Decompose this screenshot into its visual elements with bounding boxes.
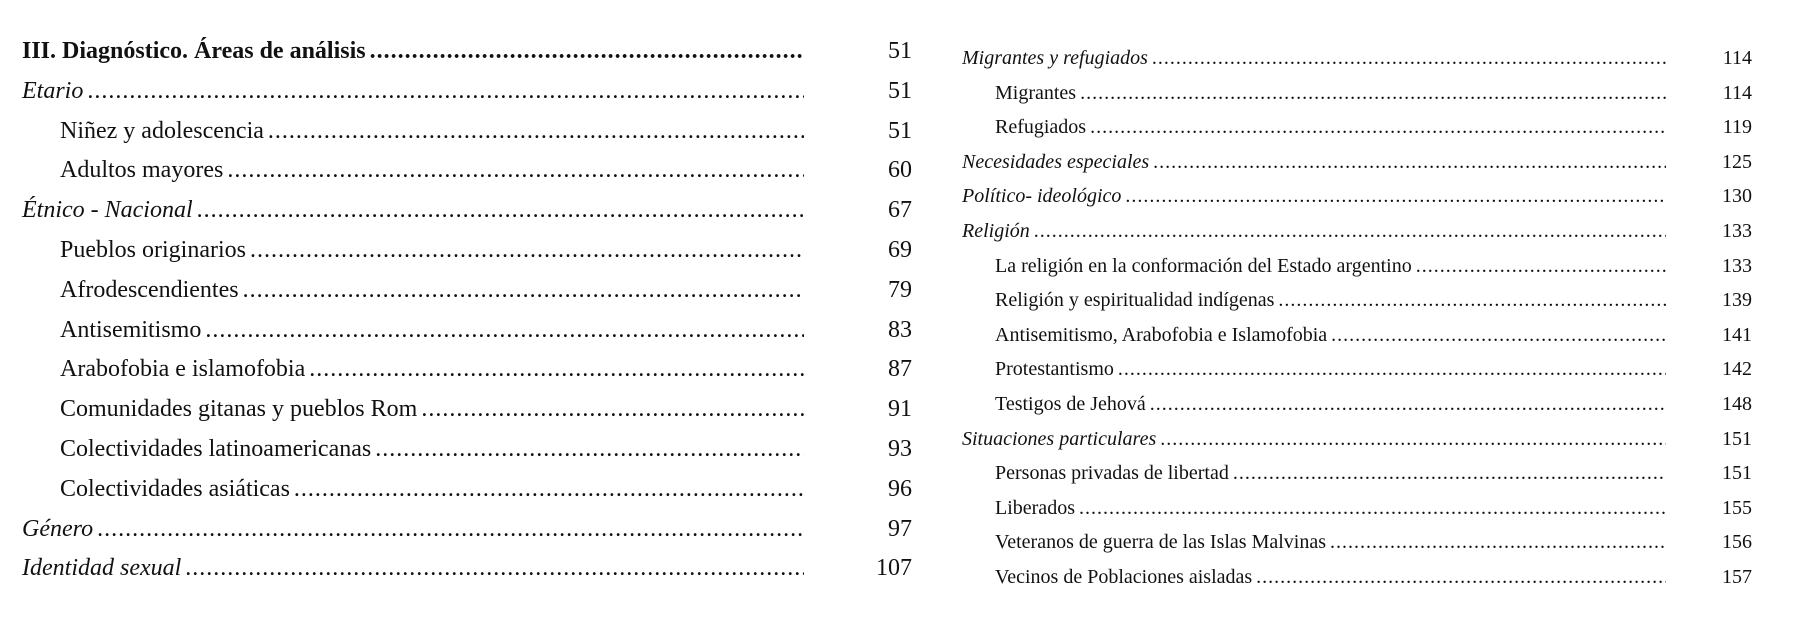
toc-page-number: 51 xyxy=(888,38,912,64)
toc-entry xyxy=(22,476,912,503)
toc-page-number: 114 xyxy=(1722,81,1752,104)
toc-entry-title: Testigos de Jehová xyxy=(995,393,1146,415)
toc-entry-title: Liberados xyxy=(995,496,1075,519)
toc-entry-title: Religión xyxy=(962,220,1030,242)
leader-dots xyxy=(294,476,804,503)
leader-dots xyxy=(370,38,804,65)
toc-entry xyxy=(962,82,1752,105)
toc-entry xyxy=(22,396,912,423)
toc-entry xyxy=(22,237,912,264)
toc-entry xyxy=(962,393,1752,416)
leader-dots xyxy=(1278,289,1666,312)
toc-page-number: 79 xyxy=(888,276,912,303)
leader-dots xyxy=(1153,151,1666,174)
leader-dots xyxy=(1150,393,1666,416)
toc-entry-title: Etario xyxy=(22,77,84,104)
leader-dots xyxy=(250,237,804,264)
toc-entry-title: Niñez y adolescencia xyxy=(60,117,264,144)
toc-entry-title: Afrodescendientes xyxy=(60,276,239,303)
toc-entry xyxy=(962,531,1752,554)
toc-page-number: 156 xyxy=(1722,531,1752,554)
leader-dots xyxy=(421,396,804,423)
toc-entry-title: Étnico - Nacional xyxy=(22,197,193,224)
leader-dots xyxy=(227,157,804,184)
toc-entry xyxy=(22,157,912,184)
toc-entry xyxy=(22,118,912,145)
toc-entry xyxy=(22,356,912,383)
toc-entry-title: Antisemitismo xyxy=(60,316,202,343)
toc-entry-title: Personas privadas de libertad xyxy=(995,462,1229,485)
leader-dots xyxy=(1080,82,1666,105)
toc-entry xyxy=(962,358,1752,381)
toc-entry-title: Migrantes y refugiados xyxy=(962,47,1148,69)
toc-entry xyxy=(22,555,912,582)
toc-entry xyxy=(962,462,1752,485)
toc-entry-title: Género xyxy=(22,515,94,542)
toc-entry-title: Colectividades asiáticas xyxy=(60,475,290,502)
toc-page-number: 125 xyxy=(1722,150,1752,173)
leader-dots xyxy=(1160,428,1666,451)
leader-dots xyxy=(97,516,804,543)
leader-dots xyxy=(1416,255,1666,278)
leader-dots xyxy=(309,356,804,383)
leader-dots xyxy=(268,118,804,145)
toc-entry xyxy=(22,197,912,224)
toc-entry xyxy=(962,428,1752,451)
toc-entry xyxy=(22,436,912,463)
leader-dots xyxy=(1233,462,1666,485)
toc-page-number: 133 xyxy=(1722,220,1752,242)
toc-page-number: 141 xyxy=(1722,323,1752,346)
toc-page-number: 97 xyxy=(888,515,912,542)
toc-entry xyxy=(22,277,912,304)
toc-page-number: 51 xyxy=(888,117,912,144)
leader-dots xyxy=(205,317,804,344)
toc-entry-title: Identidad sexual xyxy=(22,555,182,582)
toc-entry-title: Migrantes xyxy=(995,81,1077,104)
toc-entry-title: Colectividades latinoamericanas xyxy=(60,436,372,462)
toc-entry xyxy=(962,255,1752,278)
leader-dots xyxy=(1034,220,1666,243)
leader-dots xyxy=(1118,358,1666,381)
toc-page-number: 130 xyxy=(1722,185,1752,208)
toc-entry xyxy=(962,185,1752,208)
toc-entry-title: Refugiados xyxy=(995,116,1087,139)
toc-page-number: 96 xyxy=(888,475,912,502)
toc-entry xyxy=(22,38,912,65)
toc-page-number: 119 xyxy=(1722,116,1752,139)
toc-page-number: 148 xyxy=(1722,393,1752,415)
toc-entry-title: Político- ideológico xyxy=(962,185,1122,208)
leader-dots xyxy=(1256,566,1666,589)
toc-entry xyxy=(962,116,1752,139)
toc-page-number: 157 xyxy=(1722,566,1752,588)
leader-dots xyxy=(185,555,804,582)
toc-entry-title: Arabofobia e islamofobia xyxy=(60,356,306,383)
leader-dots xyxy=(243,277,804,304)
toc-page-number: 142 xyxy=(1722,358,1752,381)
toc-entry xyxy=(962,497,1752,520)
toc-entry xyxy=(962,324,1752,347)
toc-entry-title: Veteranos de guerra de las Islas Malvinas xyxy=(995,531,1326,554)
toc-entry xyxy=(962,47,1752,70)
leader-dots xyxy=(1330,531,1666,554)
toc-page-number: 69 xyxy=(888,237,912,263)
leader-dots xyxy=(1090,116,1666,139)
toc-entry-title: Vecinos de Poblaciones aisladas xyxy=(995,566,1253,588)
toc-page-number: 139 xyxy=(1722,289,1752,312)
leader-dots xyxy=(1331,324,1666,347)
toc-entry-title: La religión en la conformación del Estado argentino xyxy=(995,254,1412,277)
toc-page-number: 151 xyxy=(1722,427,1752,450)
toc-page-number: 87 xyxy=(888,356,912,383)
toc-page-number: 51 xyxy=(888,77,912,104)
toc-entry-title: Comunidades gitanas y pueblos Rom xyxy=(60,396,418,423)
toc-page-number: 114 xyxy=(1722,47,1752,69)
toc-page-number: 155 xyxy=(1722,496,1752,519)
toc-page-number: 133 xyxy=(1722,254,1752,277)
toc-entry-title: Religión y espiritualidad indígenas xyxy=(995,289,1275,312)
toc-entry-title: Adultos mayores xyxy=(60,157,224,184)
toc-entry xyxy=(22,516,912,543)
toc-entry-title: Situaciones particulares xyxy=(962,427,1157,450)
toc-page-number: 67 xyxy=(888,197,912,224)
toc-entry xyxy=(962,220,1752,243)
toc-page-number: 83 xyxy=(888,316,912,343)
leader-dots xyxy=(1125,185,1666,208)
leader-dots xyxy=(87,78,804,105)
toc-page-number: 107 xyxy=(876,555,912,582)
toc-page-number: 151 xyxy=(1722,462,1752,485)
toc-entry-title: Protestantismo xyxy=(995,358,1114,381)
toc-page-number: 60 xyxy=(888,157,912,184)
toc-entry xyxy=(22,317,912,344)
toc-page-number: 93 xyxy=(888,436,912,462)
toc-entry-title: Necesidades especiales xyxy=(962,150,1150,173)
toc-entry xyxy=(962,566,1752,589)
toc-page-number: 91 xyxy=(888,396,912,423)
toc-entry-title: Pueblos originarios xyxy=(60,237,246,263)
toc-entry xyxy=(962,289,1752,312)
toc-entry-title: Antisemitismo, Arabofobia e Islamofobia xyxy=(995,323,1328,346)
leader-dots xyxy=(1152,47,1666,70)
leader-dots xyxy=(1079,497,1666,520)
toc-entry-title: III. Diagnóstico. Áreas de análisis xyxy=(22,38,366,64)
leader-dots xyxy=(197,197,804,224)
leader-dots xyxy=(375,436,804,463)
toc-entry xyxy=(22,78,912,105)
toc-entry xyxy=(962,151,1752,174)
